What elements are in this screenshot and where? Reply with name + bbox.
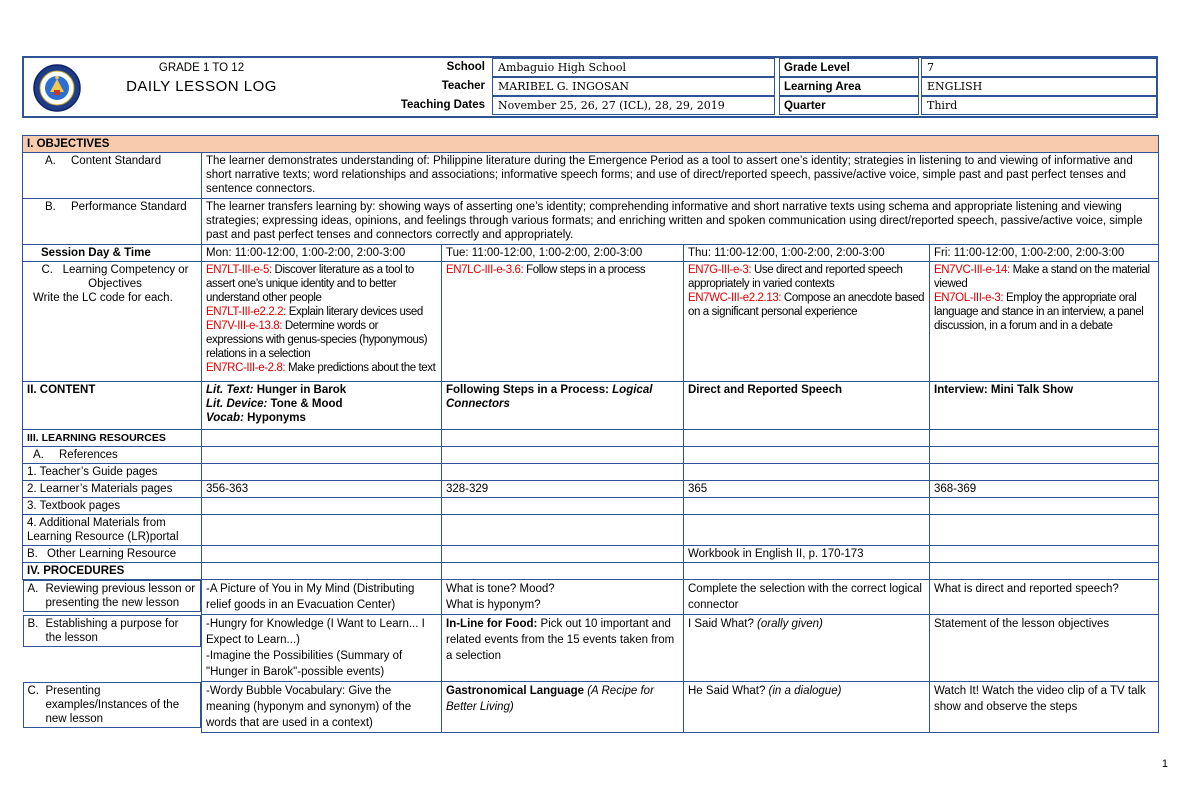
content-standard-label: Content Standard (71, 155, 162, 167)
lit-device-label: Lit. Device: (206, 398, 268, 410)
competency-label-3: Write the LC code for each. (33, 292, 173, 304)
empty-cell (442, 464, 684, 481)
lm-pages-fri: 368-369 (930, 481, 1159, 498)
other-resource-label-cell (23, 546, 202, 563)
empty-cell (442, 563, 684, 580)
learners-materials-row (23, 481, 1159, 498)
header-row-school (327, 58, 1158, 77)
session-mon: Mon: 11:00-12:00, 1:00-2:00, 2:00-3:00 (202, 245, 442, 262)
empty-cell (202, 563, 442, 580)
content-standard-marker: A. (45, 155, 56, 167)
procedure-c-fri: Watch It! Watch the video clip of a TV talk show and observe the steps (930, 682, 1159, 733)
content-thu: Direct and Reported Speech (684, 382, 930, 430)
lit-text-label: Lit. Text: (206, 384, 254, 396)
header-block (22, 56, 1158, 118)
content-standard-text: The learner demonstrates understanding of: Philippine literature during the Emergence Period as a tool to assert one’s identity; strategies in listening to and viewing of informative and short narrative texts; word relationships and associations; informative speech forms; and use of direct/reported speech, passive/active voice, simple past and past perfect tenses and sentence connectors. (202, 153, 1159, 199)
competency-text: Compose an anecdote based on a significant personal experience (688, 292, 925, 318)
resources-heading-row (23, 430, 1159, 447)
competency-code: EN7V-III-e-13.8: (206, 320, 283, 332)
procedure-b-tue (442, 615, 684, 682)
competency-code: EN7WC-III-e2.2.13: (688, 292, 782, 304)
empty-cell (684, 447, 930, 464)
empty-cell (442, 515, 684, 546)
competency-text: Explain literary devices used (285, 306, 423, 318)
procedure-a-fri: What is direct and reported speech? (930, 580, 1159, 615)
procedure-c-tue (442, 682, 684, 733)
grade-level-label: Grade Level (779, 58, 919, 77)
procedure-a-mon: -A Picture of You in My Mind (Distributing relief goods in an Evacuation Center) (202, 580, 442, 615)
teaching-dates-label: Teaching Dates (400, 99, 485, 111)
empty-cell (930, 464, 1159, 481)
empty-cell (684, 515, 930, 546)
empty-cell (442, 546, 684, 563)
page-title: DAILY LESSON LOG (126, 78, 277, 95)
competency-text: Determine words or expressions with genus-species (hyponymous) relations in a selection (206, 320, 428, 360)
empty-cell (930, 563, 1159, 580)
procedure-a-tue-2: What is hyponym? (446, 599, 541, 611)
teacher-label: Teacher (441, 80, 485, 92)
other-resource-row (23, 546, 1159, 563)
competency-code: EN7RC-III-e-2.8: (206, 362, 286, 374)
vocab-label: Vocab: (206, 412, 244, 424)
competency-text: Discover literature as a tool to assert one’s unique identity and to better understand other people (206, 264, 414, 304)
procedure-b-mon-2: -Imagine the Possibilities (Summary of "Hunger in Barok"-possible events) (206, 650, 403, 678)
empty-cell (202, 546, 442, 563)
references-label-cell (23, 447, 202, 464)
objectives-heading: I. OBJECTIVES (23, 136, 1159, 153)
procedure-b-row (23, 615, 1159, 682)
competency-code: EN7G-III-e-3: (688, 264, 752, 276)
teacher-value: MARIBEL G. INGOSAN (492, 77, 775, 96)
competency-mon (202, 262, 442, 382)
lr-portal-row (23, 515, 1159, 546)
lr-portal-label: 4. Additional Materials from Learning Resource (LR)portal (23, 515, 202, 546)
header-row-dates (327, 96, 1158, 115)
procedure-b-label-cell (23, 615, 202, 647)
lm-pages-thu: 365 (684, 481, 930, 498)
procedure-a-marker: A. (27, 583, 39, 595)
school-label: School (446, 61, 485, 73)
procedure-b-mon-1: -Hungry for Knowledge (I Want to Learn... I Expect to Learn...) (206, 618, 425, 646)
other-resource-label: Other Learning Resource (47, 548, 177, 560)
teaching-dates-value: November 25, 26, 27 (ICL), 28, 29, 2019 (492, 96, 775, 115)
references-label: References (59, 449, 118, 461)
competency-tue (442, 262, 684, 382)
performance-standard-label-cell (23, 199, 202, 245)
content-tue-main: Following Steps in a Process: (446, 384, 613, 396)
competency-code: EN7LT-III-e2.2.2: (206, 306, 286, 318)
content-row (23, 382, 1159, 430)
procedure-b-tue-text: Pick out 10 important and related events from the 15 events taken from a selection (446, 618, 675, 662)
empty-cell (930, 430, 1159, 447)
content-tue (442, 382, 684, 430)
references-marker: A. (33, 449, 44, 461)
procedure-c-label-cell (23, 682, 202, 728)
procedure-b-label: Establishing a purpose for the lesson (45, 617, 179, 644)
deped-seal-icon (32, 63, 82, 113)
procedure-a-thu: Complete the selection with the correct logical connector (684, 580, 930, 615)
procedure-c-thu-italic: (in a dialogue) (768, 685, 842, 697)
session-thu: Thu: 11:00-12:00, 1:00-2:00, 2:00-3:00 (684, 245, 930, 262)
quarter-value: Third (921, 96, 1158, 115)
other-resource-marker: B. (27, 548, 38, 560)
competency-fri (930, 262, 1159, 382)
other-resource-thu: Workbook in English II, p. 170-173 (684, 546, 930, 563)
teachers-guide-label: 1. Teacher’s Guide pages (23, 464, 202, 481)
procedure-c-tue-bold: Gastronomical Language (446, 685, 585, 697)
textbook-label: 3. Textbook pages (23, 498, 202, 515)
lit-device-value: Tone & Mood (267, 398, 343, 410)
competency-code: EN7OL-III-e-3: (934, 292, 1004, 304)
competency-marker: C. (41, 264, 53, 276)
procedure-b-tue-bold: In-Line for Food: (446, 618, 538, 630)
content-heading: II. CONTENT (23, 382, 202, 430)
procedure-b-thu-italic: (orally given) (757, 618, 823, 630)
school-value: Ambaguio High School (492, 58, 775, 77)
procedure-a-tue (442, 580, 684, 615)
content-tue-italic: Logical Connectors (446, 384, 653, 410)
grade-level-value: 7 (921, 58, 1158, 77)
lesson-log-table (22, 135, 1159, 733)
procedure-a-label: Reviewing previous lesson or presenting the new lesson (45, 583, 196, 609)
competency-row (23, 262, 1159, 382)
header-row-teacher (327, 77, 1158, 96)
procedure-b-fri: Statement of the lesson objectives (930, 615, 1159, 682)
performance-standard-label: Performance Standard (71, 201, 187, 213)
competency-text: Follow steps in a process (523, 264, 646, 276)
procedure-a-row (23, 580, 1159, 615)
competency-text: Make predictions about the text (285, 362, 436, 374)
procedure-c-row (23, 682, 1159, 733)
procedures-heading: IV. PROCEDURES (23, 563, 202, 580)
session-label: Session Day & Time (23, 245, 202, 262)
content-standard-label-cell (23, 153, 202, 199)
empty-cell (930, 447, 1159, 464)
empty-cell (684, 464, 930, 481)
empty-cell (202, 498, 442, 515)
empty-cell (202, 447, 442, 464)
procedures-heading-row (23, 563, 1159, 580)
empty-cell (202, 515, 442, 546)
grade-range-label: GRADE 1 TO 12 (158, 62, 245, 74)
session-fri: Fri: 11:00-12:00, 1:00-2:00, 2:00-3:00 (930, 245, 1159, 262)
procedure-b-mon (202, 615, 442, 682)
empty-cell (442, 430, 684, 447)
empty-cell (684, 498, 930, 515)
competency-thu (684, 262, 930, 382)
competency-label-2: Objectives (88, 278, 142, 290)
procedure-b-marker: B. (27, 617, 39, 630)
empty-cell (684, 563, 930, 580)
empty-cell (202, 430, 442, 447)
resources-heading: III. LEARNING RESOURCES (23, 430, 202, 447)
empty-cell (930, 498, 1159, 515)
performance-standard-text: The learner transfers learning by: showing ways of asserting one’s identity; comprehending informative and short narrative texts using schema and appropriate listening and viewing strategies; expressing ideas, opinions, and feelings through various formats; and enriching written and spoken communication using direct/reported speech, passive/active voice, simple past and past perfect tenses and connectors correctly and appropriately. (202, 199, 1159, 245)
quarter-label: Quarter (779, 96, 919, 115)
empty-cell (442, 498, 684, 515)
content-fri: Interview: Mini Talk Show (930, 382, 1159, 430)
procedure-b-thu-text: I Said What? (688, 618, 758, 630)
session-tue: Tue: 11:00-12:00, 1:00-2:00, 2:00-3:00 (442, 245, 684, 262)
competency-code: EN7VC-III-e-14: (934, 264, 1010, 276)
procedure-c-mon: -Wordy Bubble Vocabulary: Give the meaning (hyponym and synonym) of the words that are used in a context) (202, 682, 442, 733)
learning-area-label: Learning Area (779, 77, 919, 96)
performance-standard-marker: B. (45, 201, 56, 213)
procedure-b-thu (684, 615, 930, 682)
competency-label-cell (23, 262, 202, 382)
competency-label-1: Learning Competency or (62, 264, 189, 276)
textbook-row (23, 498, 1159, 515)
header-info-grid (327, 58, 1158, 116)
competency-text: Employ the appropriate oral language and stance in an interview, a panel discussion, in a forum and in a debate (934, 292, 1144, 332)
objectives-heading-row (23, 136, 1159, 153)
competency-code: EN7LC-III-e-3.6: (446, 264, 524, 276)
competency-code: EN7LT-III-e-5: (206, 264, 272, 276)
procedure-c-marker: C. (27, 684, 39, 697)
procedure-c-thu (684, 682, 930, 733)
learners-materials-label: 2. Learner’s Materials pages (23, 481, 202, 498)
vocab-value: Hyponyms (243, 412, 306, 424)
page-number: 1 (1161, 758, 1168, 770)
content-standard-row (23, 153, 1159, 199)
lm-pages-tue: 328-329 (442, 481, 684, 498)
empty-cell (442, 447, 684, 464)
references-row (23, 447, 1159, 464)
procedure-c-label: Presenting examples/Instances of the new lesson (45, 684, 180, 725)
empty-cell (930, 515, 1159, 546)
procedure-c-thu-text: He Said What? (688, 685, 769, 697)
empty-cell (684, 430, 930, 447)
lit-text-value: Hunger in Barok (253, 384, 347, 396)
competency-text: Make a stand on the material viewed (934, 264, 1150, 290)
procedure-a-label-cell (23, 580, 202, 612)
lm-pages-mon: 356-363 (202, 481, 442, 498)
empty-cell (202, 464, 442, 481)
empty-cell (930, 546, 1159, 563)
performance-standard-row (23, 199, 1159, 245)
session-row (23, 245, 1159, 262)
competency-text: Use direct and reported speech appropriately in varied contexts (688, 264, 903, 290)
teachers-guide-row (23, 464, 1159, 481)
procedure-a-tue-1: What is tone? Mood? (446, 583, 555, 595)
content-mon (202, 382, 442, 430)
procedure-c-tue-italic: (A Recipe for Better Living) (446, 685, 654, 713)
competency-label-line-1 (33, 263, 197, 277)
learning-area-value: ENGLISH (921, 77, 1158, 96)
